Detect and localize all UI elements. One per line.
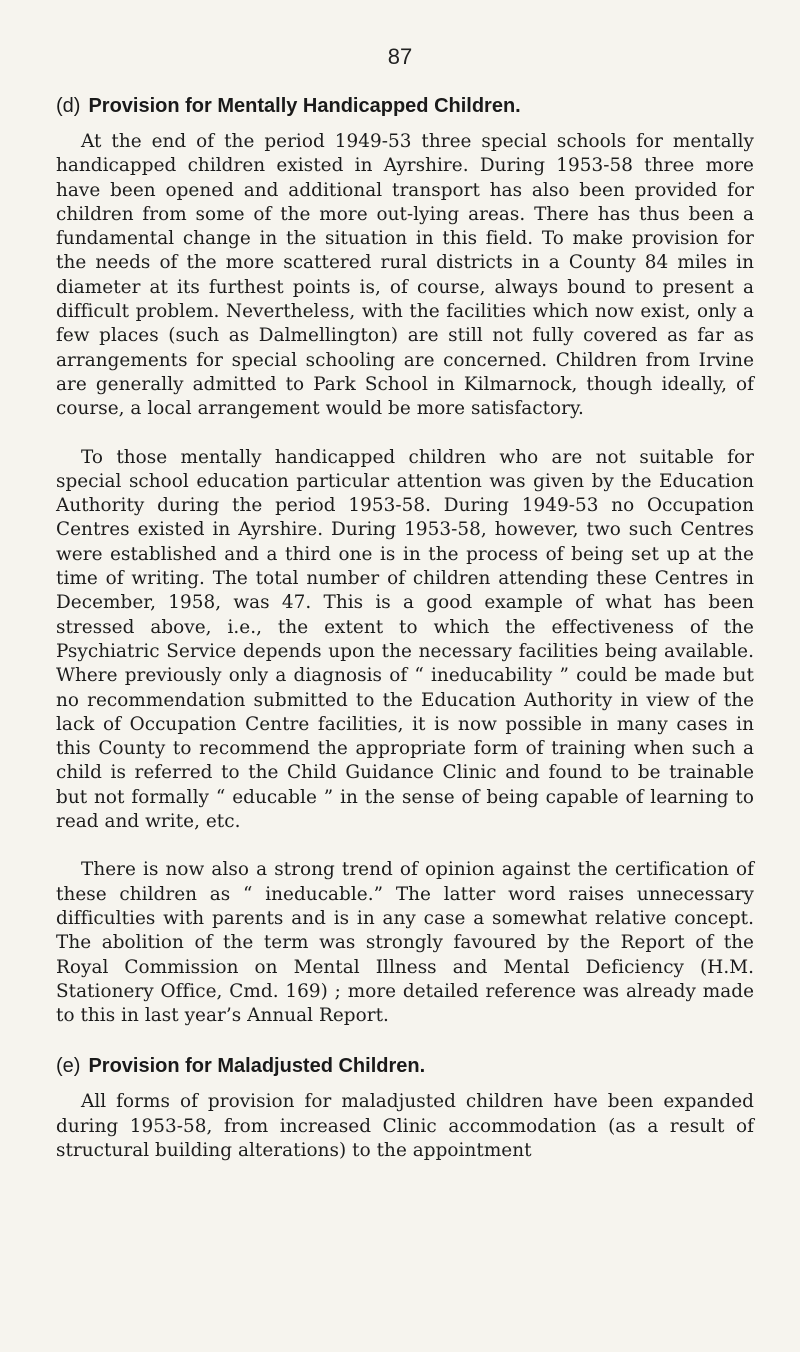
paragraph: To those mentally handicapped children who are not suitable for special school education particular attention was given by the Education Authority during the period 1953-58. During 1949-53 no Occupation Centres existed in Ayrshire. During 1953-58, however, two such Centres were established and a third one is in the process of being set up at the time of writing. The total number of children attending these Centres in December, 1958, was 47. This is a good example of what has been stressed above, i.e., the extent to which the effectiveness of the Psychiatric Service depends upon the necessary facilities being available. Where previously only a diagnosis of “ ineducability ” could be made but no recommendation submitted to the Education Authority in view of the lack of Occupation Centre facilities, it is now possible in many cases in this County to recommend the appropriate form of training when such a child is referred to the Child Guidance Clinic and found to be trainable but not formally “ educable ” in the sense of being capable of learning to read and write, etc. xyxy=(56,446,754,833)
section-heading xyxy=(56,92,754,120)
section-e xyxy=(56,1052,754,1163)
paragraph: At the end of the period 1949-53 three special schools for mentally handicapped children existed in Ayrshire. During 1953-58 three more have been opened and additional transport has also been provided for children from some of the more out-lying areas. There has thus been a fundamental change in the situation in this field. To make provision for the needs of the more scattered rural districts in a County 84 miles in diameter at its furthest points is, of course, always bound to present a difficult problem. Nevertheless, with the facilities which now exist, only a few places (such as Dalmellington) are still not fully covered as far as arrangements for special schooling are concerned. Children from Irvine are generally admitted to Park School in Kilmarnock, though ideally, of course, a local arrangement would be more satisfactory. xyxy=(56,131,754,420)
section-marker: (e) xyxy=(56,1055,81,1078)
section-heading xyxy=(56,1052,754,1080)
section-marker: (d) xyxy=(56,95,81,117)
page-content xyxy=(56,92,754,1163)
section-d xyxy=(56,92,754,1028)
page-number: 87 xyxy=(387,44,413,69)
paragraph: There is now also a strong trend of opinion against the certification of these children as “ ineducable.” The latter word raises unnecessary difficulties with parents and is in any case a somewhat relative concept. The abolition of the term was strongly favoured by the Report of the Royal Commission on Mental Illness and Mental Deficiency (H.M. Stationery Office, Cmd. 169) ; more detailed reference was already made to this in last year’s Annual Report. xyxy=(56,859,754,1027)
paragraph: All forms of provision for maladjusted children have been expanded during 1953-58, from increased Clinic accommodation (as a result of structural building alterations) to the appointment xyxy=(56,1091,754,1161)
section-title: Provision for Maladjusted Children. xyxy=(88,1055,426,1078)
section-title: Provision for Mentally Handicapped Children. xyxy=(88,95,521,117)
